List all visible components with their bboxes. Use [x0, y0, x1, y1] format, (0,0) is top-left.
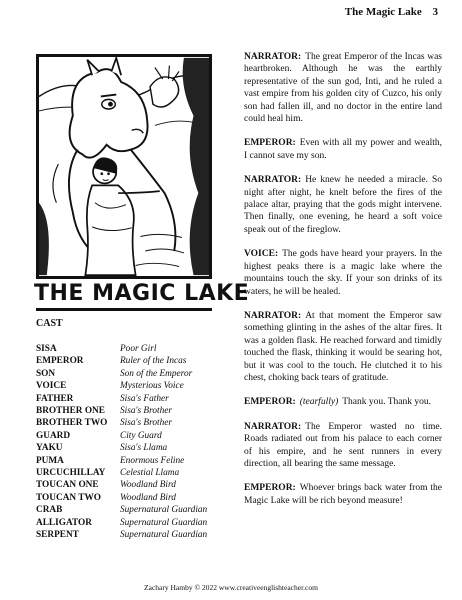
cast-name: BROTHER TWO	[36, 418, 108, 429]
line-text: Whoever brings back water from the Magic Lake will be rich beyond measure!	[244, 483, 442, 506]
cast-description: City Guard	[120, 430, 162, 441]
line-text: The gods have heard your prayers. In the highest peaks there is a magic lake where the mountains touch the sky. If your son drinks of its waters, he will be healed.	[244, 249, 442, 297]
cast-name: PUMA	[36, 455, 64, 466]
cast-name: BROTHER ONE	[36, 406, 105, 417]
speaker-label: EMPEROR:	[244, 483, 296, 494]
cast-name: VOICE	[36, 381, 67, 392]
cast-name: URCUCHILLAY	[36, 468, 106, 479]
cast-list	[36, 343, 226, 542]
page-footer: Zachary Hamby © 2022 www.creativeenglishteacher.com	[144, 583, 318, 592]
cast-description: Mysterious Voice	[120, 381, 184, 392]
cast-description: Supernatural Guardian	[120, 505, 208, 516]
cast-description: Woodland Bird	[120, 492, 176, 503]
script-column	[244, 51, 442, 519]
script-line	[244, 174, 442, 236]
cast-member	[36, 529, 226, 541]
cast-description: Enormous Feline	[120, 455, 185, 466]
line-text: Thank you. Thank you.	[342, 397, 431, 408]
play-title: THE MAGIC LAKE	[34, 281, 250, 306]
script-line	[244, 310, 442, 384]
cast-member	[36, 492, 226, 504]
line-text: The Emperor wasted no time. Roads radiated out from his palace to each corner of his empire, and he sent runners in every direction, all bearing the same message.	[244, 421, 442, 469]
cast-member	[36, 455, 226, 467]
cast-description: Supernatural Guardian	[120, 517, 208, 528]
cast-name: GUARD	[36, 430, 71, 441]
speaker-label: NARRATOR:	[244, 175, 302, 186]
cast-member	[36, 380, 226, 392]
script-line	[244, 482, 442, 507]
speaker-label: EMPEROR:	[244, 138, 296, 149]
line-text: Even with all my power and wealth, I cannot save my son.	[244, 138, 442, 161]
script-line	[244, 421, 442, 471]
title-underline	[36, 308, 212, 311]
cast-description: Sisa's Brother	[120, 406, 173, 417]
speaker-label: NARRATOR:	[244, 52, 302, 62]
cast-member	[36, 517, 226, 529]
cast-member	[36, 430, 226, 442]
cast-description: Woodland Bird	[120, 480, 176, 491]
cast-member	[36, 467, 226, 479]
cast-member	[36, 355, 226, 367]
page-number: 3	[432, 6, 438, 18]
cast-description: Sisa's Father	[120, 393, 169, 404]
line-text: The great Emperor of the Incas was heartbroken. Although he was the earthly representative of the sun god, Inti, and he ruled a vast empire from his golden city of Cuzco, his only son had fallen ill, and no doctor in the entire land could heal him.	[244, 52, 442, 125]
cast-name: TOUCAN TWO	[36, 492, 102, 503]
cast-name: SON	[36, 368, 56, 379]
cast-member	[36, 417, 226, 429]
cast-description: Celestial Llama	[120, 468, 180, 479]
cast-description: Poor Girl	[120, 344, 157, 354]
cast-member	[36, 393, 226, 405]
cast-member	[36, 479, 226, 491]
header-title: The Magic Lake	[344, 6, 422, 18]
cast-member	[36, 442, 226, 454]
cast-name: YAKU	[36, 443, 63, 454]
running-header	[345, 6, 438, 18]
cast-name: FATHER	[36, 393, 74, 404]
cast-heading: CAST	[36, 318, 63, 329]
script-line	[244, 248, 442, 298]
speaker-label: NARRATOR:	[244, 421, 302, 432]
cast-member	[36, 343, 226, 355]
cast-description: Son of the Emperor	[120, 368, 193, 379]
script-line	[244, 396, 442, 408]
speaker-label: NARRATOR:	[244, 310, 302, 321]
script-line	[244, 51, 442, 125]
cast-description: Ruler of the Incas	[120, 356, 187, 367]
stage-direction: (tearfully)	[299, 397, 339, 408]
cast-description: Supernatural Guardian	[120, 530, 208, 541]
cast-name: SISA	[36, 344, 57, 354]
cast-name: TOUCAN ONE	[36, 480, 99, 491]
speaker-label: VOICE:	[244, 249, 279, 260]
cast-member	[36, 405, 226, 417]
cast-name: CRAB	[36, 505, 63, 516]
cast-name: EMPEROR	[36, 356, 84, 367]
line-text: He knew he needed a miracle. So night after night, he knelt before the fires of the palace altar, praying that the gods might intervene. Then finally, one evening, he heard a soft voice speak out of the fireglow.	[244, 175, 442, 235]
cast-description: Sisa's Llama	[120, 443, 168, 454]
cast-description: Sisa's Brother	[120, 418, 173, 429]
cast-name: ALLIGATOR	[36, 517, 92, 528]
cast-name: SERPENT	[36, 530, 79, 541]
script-line	[244, 137, 442, 162]
cast-member	[36, 504, 226, 516]
speaker-label: EMPEROR:	[244, 397, 296, 408]
line-text: At that moment the Emperor saw something glinting in the ashes of the altar fires. It was a golden flask. He reached forward and timidly touched the flask, thinking it would be searing hot, but it was cool to the touch. He clutched it to his chest, choking back tears of gratitude.	[244, 310, 442, 383]
cast-member	[36, 368, 226, 380]
illustration-princess-and-llama-icon	[36, 54, 212, 279]
